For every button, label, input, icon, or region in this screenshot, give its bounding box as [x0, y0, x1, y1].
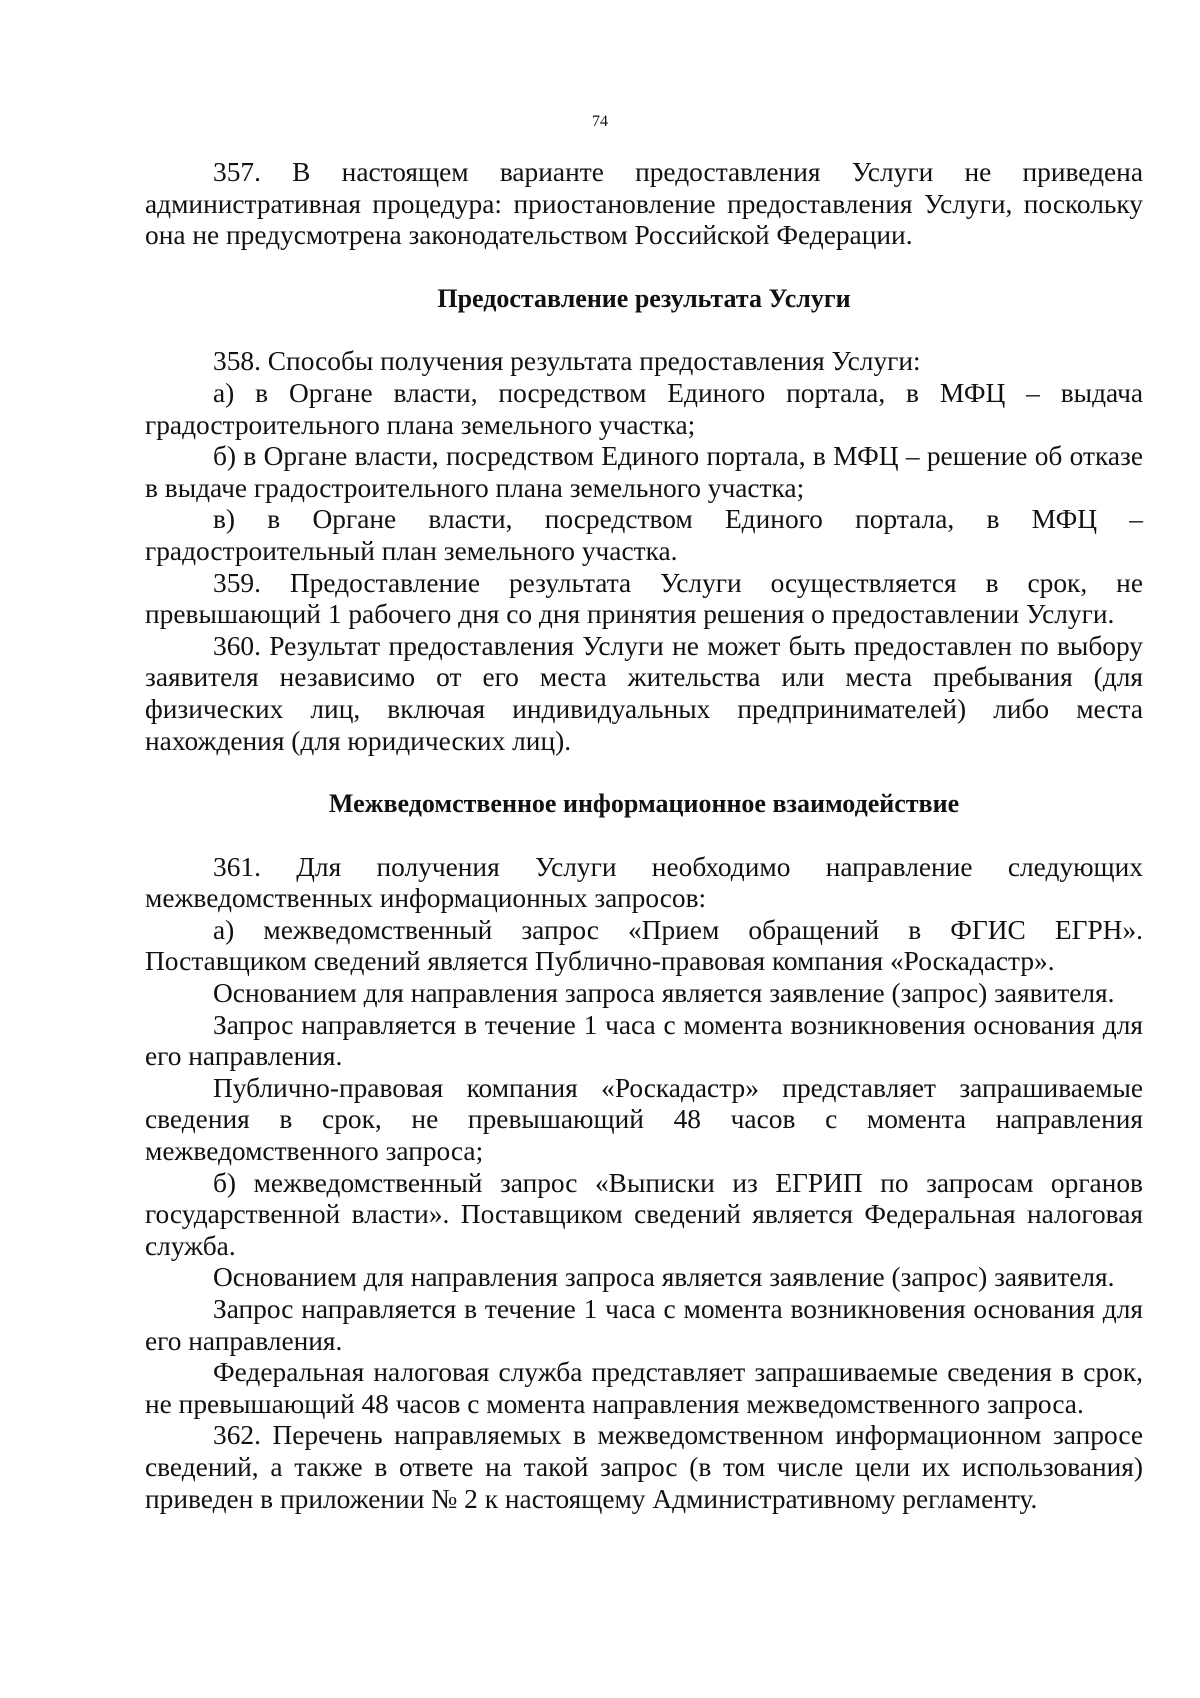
paragraph-362: 362. Перечень направляемых в межведомственном информационном запросе сведений, а также в ответе на такой запрос (в том числе цели их использования) приведен в приложении № 2 к настоящему Административному регламенту. — [145, 1420, 1143, 1514]
paragraph-361-a-timing: Запрос направляется в течение 1 часа с момента возникновения основания для его направления. — [145, 1009, 1143, 1072]
paragraph-359: 359. Предоставление результата Услуги осуществляется в срок, не превышающий 1 рабочего дня со дня принятия решения о предоставлении Услуги. — [145, 567, 1143, 630]
list-item-361-b: б) межведомственный запрос «Выписки из ЕГРИП по запросам органов государственной власти». Поставщиком сведений является Федеральная налоговая служба. — [145, 1167, 1143, 1261]
page-number: 74 — [592, 113, 608, 130]
document-body — [145, 157, 1143, 1515]
paragraph-361-b-timing: Запрос направляется в течение 1 часа с момента возникновения основания для его направления. — [145, 1294, 1143, 1356]
paragraph-361-b-response: Федеральная налоговая служба представляет запрашиваемые сведения в срок, не превышающий 48 часов с момента направления межведомственного запроса. — [145, 1357, 1143, 1419]
paragraph-358: 358. Способы получения результата предоставления Услуги: — [213, 346, 921, 377]
list-item-358-a: а) в Органе власти, посредством Единого портала, в МФЦ – выдача градостроительного плана земельного участка; — [145, 377, 1143, 440]
paragraph-360: 360. Результат предоставления Услуги не может быть предоставлен по выбору заявителя независимо от его места жительства или места пребывания (для физических лиц, включая индивидуальных предпринимателей) либо места нахождения (для юридических лиц). — [145, 630, 1143, 756]
section-heading-result: Предоставление результата Услуги — [437, 283, 851, 313]
paragraph-361-a-basis: Основанием для направления запроса является заявление (запрос) заявителя. — [213, 978, 1115, 1009]
paragraph-357: 357. В настоящем варианте предоставления Услуги не приведена административная процедура: приостановление предоставления Услуги, поскольку она не предусмотрена законодательством Российской Федерации. — [145, 157, 1143, 251]
list-item-358-c: в) в Органе власти, посредством Единого портала, в МФЦ – градостроительный план земельного участка. — [145, 504, 1143, 566]
paragraph-361-a-response: Публично-правовая компания «Роскадастр» представляет запрашиваемые сведения в срок, не превышающий 48 часов с момента направления межведомственного запроса; — [145, 1072, 1143, 1167]
section-heading-interagency: Межведомственное информационное взаимодействие — [328, 789, 960, 819]
paragraph-361: 361. Для получения Услуги необходимо направление следующих межведомственных информационных запросов: — [145, 851, 1143, 914]
list-item-361-a: а) межведомственный запрос «Прием обращений в ФГИС ЕГРН». Поставщиком сведений является Публично-правовая компания «Роскадастр». — [145, 914, 1143, 977]
list-item-358-b: б) в Органе власти, посредством Единого портала, в МФЦ – решение об отказе в выдаче градостроительного плана земельного участка; — [145, 441, 1143, 503]
paragraph-361-b-basis: Основанием для направления запроса является заявление (запрос) заявителя. — [213, 1262, 1115, 1293]
